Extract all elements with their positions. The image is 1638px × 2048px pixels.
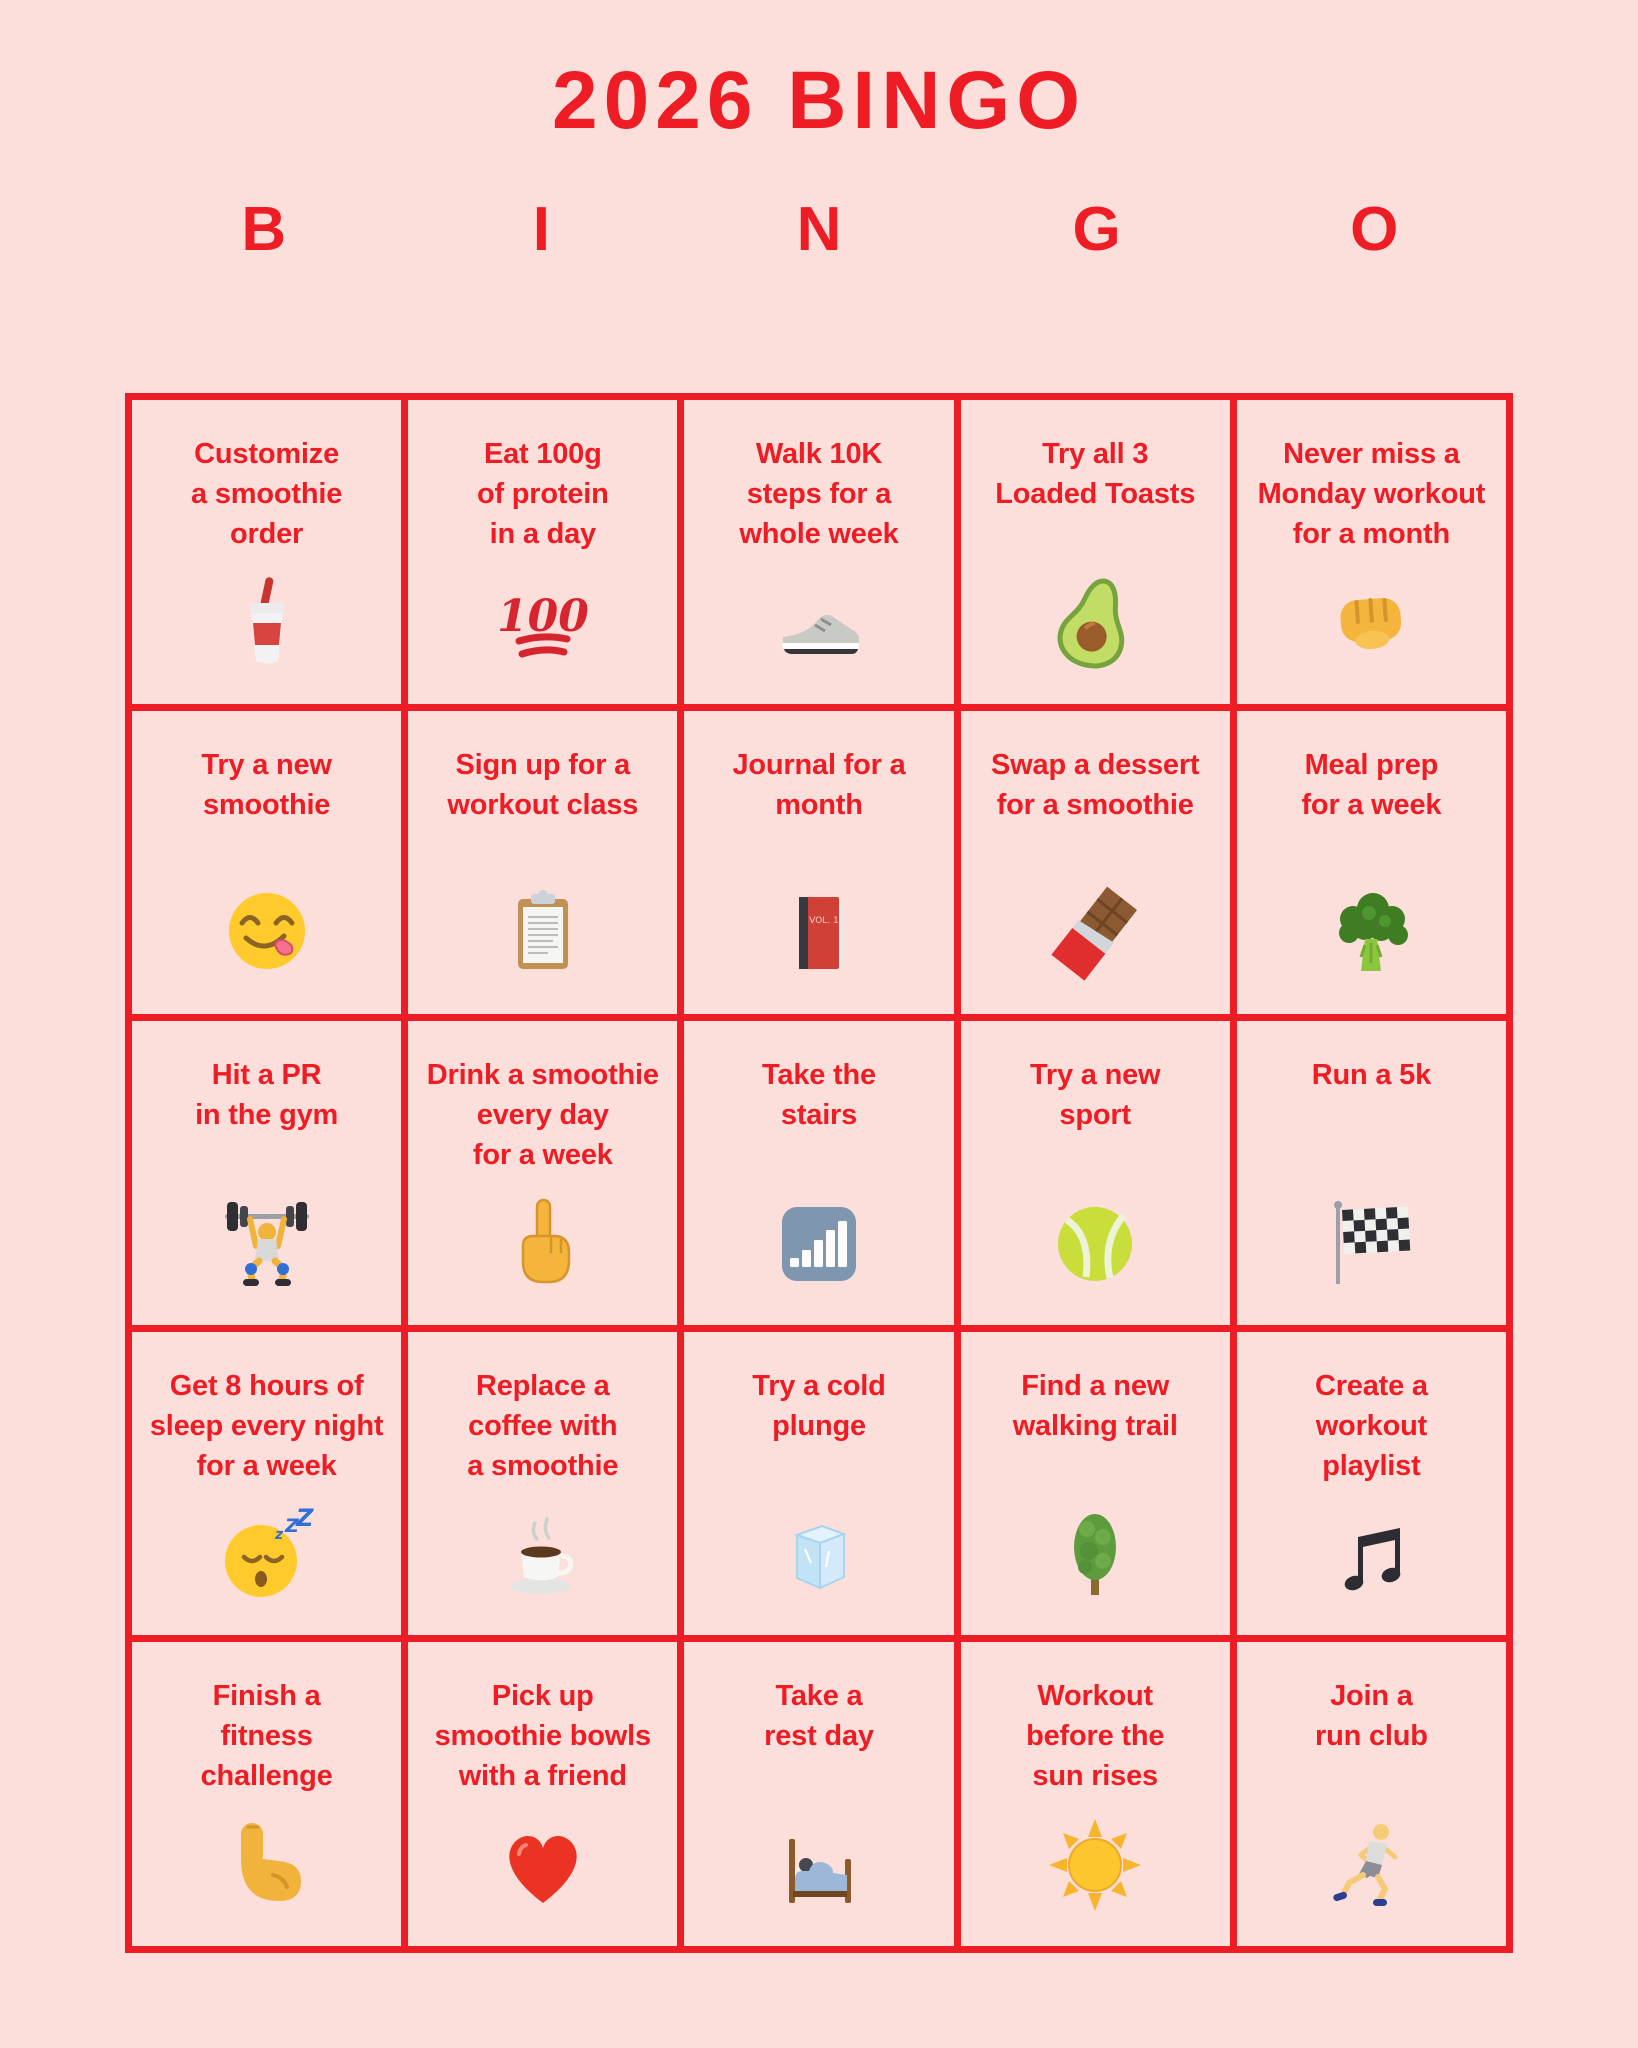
bingo-cell: [684, 1021, 953, 1325]
person-lifting-weights-icon: [217, 1183, 317, 1325]
task-line: of protein: [476, 478, 609, 510]
task-line: order: [230, 518, 304, 550]
task-line: Journal for a: [732, 748, 906, 781]
task-line: Get 8 hours of: [169, 1369, 364, 1402]
task-line: Try a cold: [752, 1369, 886, 1402]
bingo-cell: [961, 1021, 1230, 1325]
bingo-letter: O: [1350, 195, 1399, 264]
task-line: Customize: [194, 438, 340, 470]
bingo-cell: [1237, 1332, 1506, 1636]
bingo-letter: N: [796, 195, 842, 264]
cell-task-text: [1030, 1055, 1160, 1183]
flexed-biceps-icon: [217, 1804, 317, 1946]
cell-task-text: [195, 1055, 338, 1183]
cell-task-text: [1026, 1676, 1164, 1804]
cell-task-text: [191, 434, 342, 562]
bingo-cell: [684, 1642, 953, 1946]
task-line: rest day: [764, 1720, 874, 1753]
sleeping-face-icon: [217, 1494, 317, 1636]
cell-task-text: [1013, 1366, 1178, 1494]
task-line: for a week: [472, 1139, 613, 1172]
cell-task-text: [991, 745, 1199, 873]
task-line: run club: [1315, 1720, 1428, 1753]
bingo-cell: [132, 400, 401, 704]
task-line: workout class: [447, 788, 639, 821]
task-line: for a smoothie: [996, 788, 1194, 821]
person-in-bed-icon: [769, 1804, 869, 1946]
broccoli-icon: [1321, 873, 1421, 1015]
sun-icon: [1045, 1804, 1145, 1946]
musical-note-icon: [1321, 1494, 1421, 1636]
oncoming-fist-icon: [1321, 562, 1421, 704]
task-line: stairs: [780, 1099, 858, 1132]
task-line: Create a: [1314, 1369, 1428, 1402]
bingo-letter: I: [532, 195, 550, 264]
bingo-cell: [408, 1642, 677, 1946]
task-line: Try a new: [1030, 1059, 1161, 1092]
bingo-cell: [961, 1332, 1230, 1636]
task-line: Take the: [762, 1059, 876, 1092]
task-line: a smoothie: [467, 1449, 619, 1482]
bingo-cell: [684, 711, 953, 1015]
cell-task-text: [1315, 1676, 1428, 1804]
bingo-cell: [1237, 711, 1506, 1015]
task-line: Sign up for a: [455, 748, 631, 781]
cell-task-text: [732, 745, 905, 873]
task-line: every day: [476, 1099, 609, 1132]
task-line: workout: [1315, 1409, 1428, 1442]
bingo-letters-row: [125, 194, 1513, 265]
svg-text:VOL. 1: VOL. 1: [809, 916, 839, 927]
task-line: Walk 10K: [755, 438, 883, 470]
bingo-cell: [1237, 400, 1506, 704]
tennis-ball-icon: [1045, 1183, 1145, 1325]
task-line: Drink a smoothie: [426, 1059, 659, 1092]
task-line: smoothie: [202, 788, 331, 821]
task-line: walking trail: [1012, 1409, 1178, 1442]
bingo-cell: [684, 400, 953, 704]
task-line: Replace a: [475, 1369, 610, 1402]
signal-bars-icon: [769, 1183, 869, 1325]
task-line: Never miss a: [1283, 438, 1460, 470]
bingo-cell: [132, 711, 401, 1015]
task-line: sport: [1059, 1099, 1131, 1132]
bingo-cell: [961, 1642, 1230, 1946]
task-line: Pick up: [491, 1680, 594, 1713]
cell-task-text: [1301, 745, 1441, 873]
face-savoring-food-icon: [217, 873, 317, 1015]
checkered-flag-icon: [1321, 1183, 1421, 1325]
task-line: for a month: [1292, 518, 1451, 550]
bingo-cell: [961, 400, 1230, 704]
task-line: sun rises: [1032, 1760, 1158, 1793]
bingo-cell: [1237, 1642, 1506, 1946]
cell-task-text: [764, 1676, 874, 1804]
cell-task-text: [435, 1676, 651, 1804]
task-line: in the gym: [195, 1099, 339, 1132]
task-line: Monday workout: [1257, 478, 1486, 510]
bingo-cell: [408, 1332, 677, 1636]
cell-task-text: [150, 1366, 384, 1494]
task-line: Run a 5k: [1311, 1059, 1432, 1092]
task-line: plunge: [772, 1409, 866, 1442]
task-line: for a week: [196, 1449, 337, 1482]
task-line: a smoothie: [191, 478, 343, 510]
svg-text:z: z: [274, 1526, 283, 1543]
hundred-points-icon: [493, 562, 593, 704]
cell-task-text: [739, 434, 898, 562]
task-line: before the: [1026, 1720, 1165, 1753]
chocolate-bar-icon: [1045, 873, 1145, 1015]
bingo-cell: [684, 1332, 953, 1636]
task-line: for a week: [1301, 788, 1442, 821]
task-line: month: [775, 788, 863, 821]
ice-cube-icon: [769, 1494, 869, 1636]
task-line: with a friend: [458, 1760, 627, 1793]
cell-task-text: [1312, 1055, 1431, 1183]
person-running-icon: [1321, 1804, 1421, 1946]
task-line: Meal prep: [1304, 748, 1439, 781]
task-line: in a day: [489, 518, 596, 550]
task-line: Workout: [1037, 1680, 1154, 1713]
task-line: Try a new: [201, 748, 332, 781]
cell-task-text: [467, 1366, 618, 1494]
clipboard-icon: [493, 873, 593, 1015]
red-book-icon: [769, 873, 869, 1015]
bingo-cell: [408, 400, 677, 704]
task-line: Hit a PR: [211, 1059, 322, 1092]
bingo-cell: [1237, 1021, 1506, 1325]
task-line: sleep every night: [149, 1409, 384, 1442]
cell-task-text: [201, 1676, 333, 1804]
svg-text:Z: Z: [295, 1503, 313, 1532]
cell-task-text: [201, 745, 331, 873]
avocado-icon: [1045, 562, 1145, 704]
svg-text:100: 100: [496, 590, 589, 642]
task-line: fitness: [220, 1720, 313, 1753]
task-line: Loaded Toasts: [995, 478, 1196, 510]
task-line: Take a: [775, 1680, 863, 1713]
task-line: Swap a dessert: [991, 748, 1200, 781]
bingo-cell: [961, 711, 1230, 1015]
cup-with-straw-icon: [217, 562, 317, 704]
deciduous-tree-icon: [1045, 1494, 1145, 1636]
task-line: whole week: [739, 518, 899, 550]
cell-task-text: [427, 1055, 659, 1183]
task-line: steps for a: [746, 478, 892, 510]
cell-task-text: [1258, 434, 1486, 562]
page-title: 2026 BINGO: [552, 55, 1086, 146]
cell-task-text: [762, 1055, 876, 1183]
bingo-cell: [408, 711, 677, 1015]
red-heart-icon: [493, 1804, 593, 1946]
task-line: challenge: [200, 1760, 333, 1793]
task-line: smoothie bowls: [434, 1720, 651, 1753]
cell-task-text: [477, 434, 609, 562]
running-shoe-icon: [769, 562, 869, 704]
task-line: Join a: [1330, 1680, 1413, 1713]
bingo-letter: G: [1072, 195, 1121, 264]
task-line: playlist: [1322, 1449, 1421, 1482]
cell-task-text: [447, 745, 638, 873]
hot-beverage-icon: [493, 1494, 593, 1636]
bingo-cell: [132, 1021, 401, 1325]
bingo-letter: B: [241, 195, 287, 264]
cell-task-text: [1315, 1366, 1428, 1494]
cell-task-text: [995, 434, 1195, 562]
task-line: Finish a: [212, 1680, 321, 1713]
bingo-cell: [132, 1332, 401, 1636]
task-line: coffee with: [468, 1409, 618, 1442]
task-line: Eat 100g: [483, 438, 602, 470]
task-line: Try all 3: [1042, 438, 1149, 470]
bingo-grid: [125, 393, 1513, 1953]
bingo-cell: [408, 1021, 677, 1325]
task-line: Find a new: [1021, 1369, 1170, 1402]
cell-task-text: [752, 1366, 885, 1494]
index-pointing-up-icon: [493, 1183, 593, 1325]
svg-text:Z: Z: [284, 1514, 299, 1537]
bingo-cell: [132, 1642, 401, 1946]
